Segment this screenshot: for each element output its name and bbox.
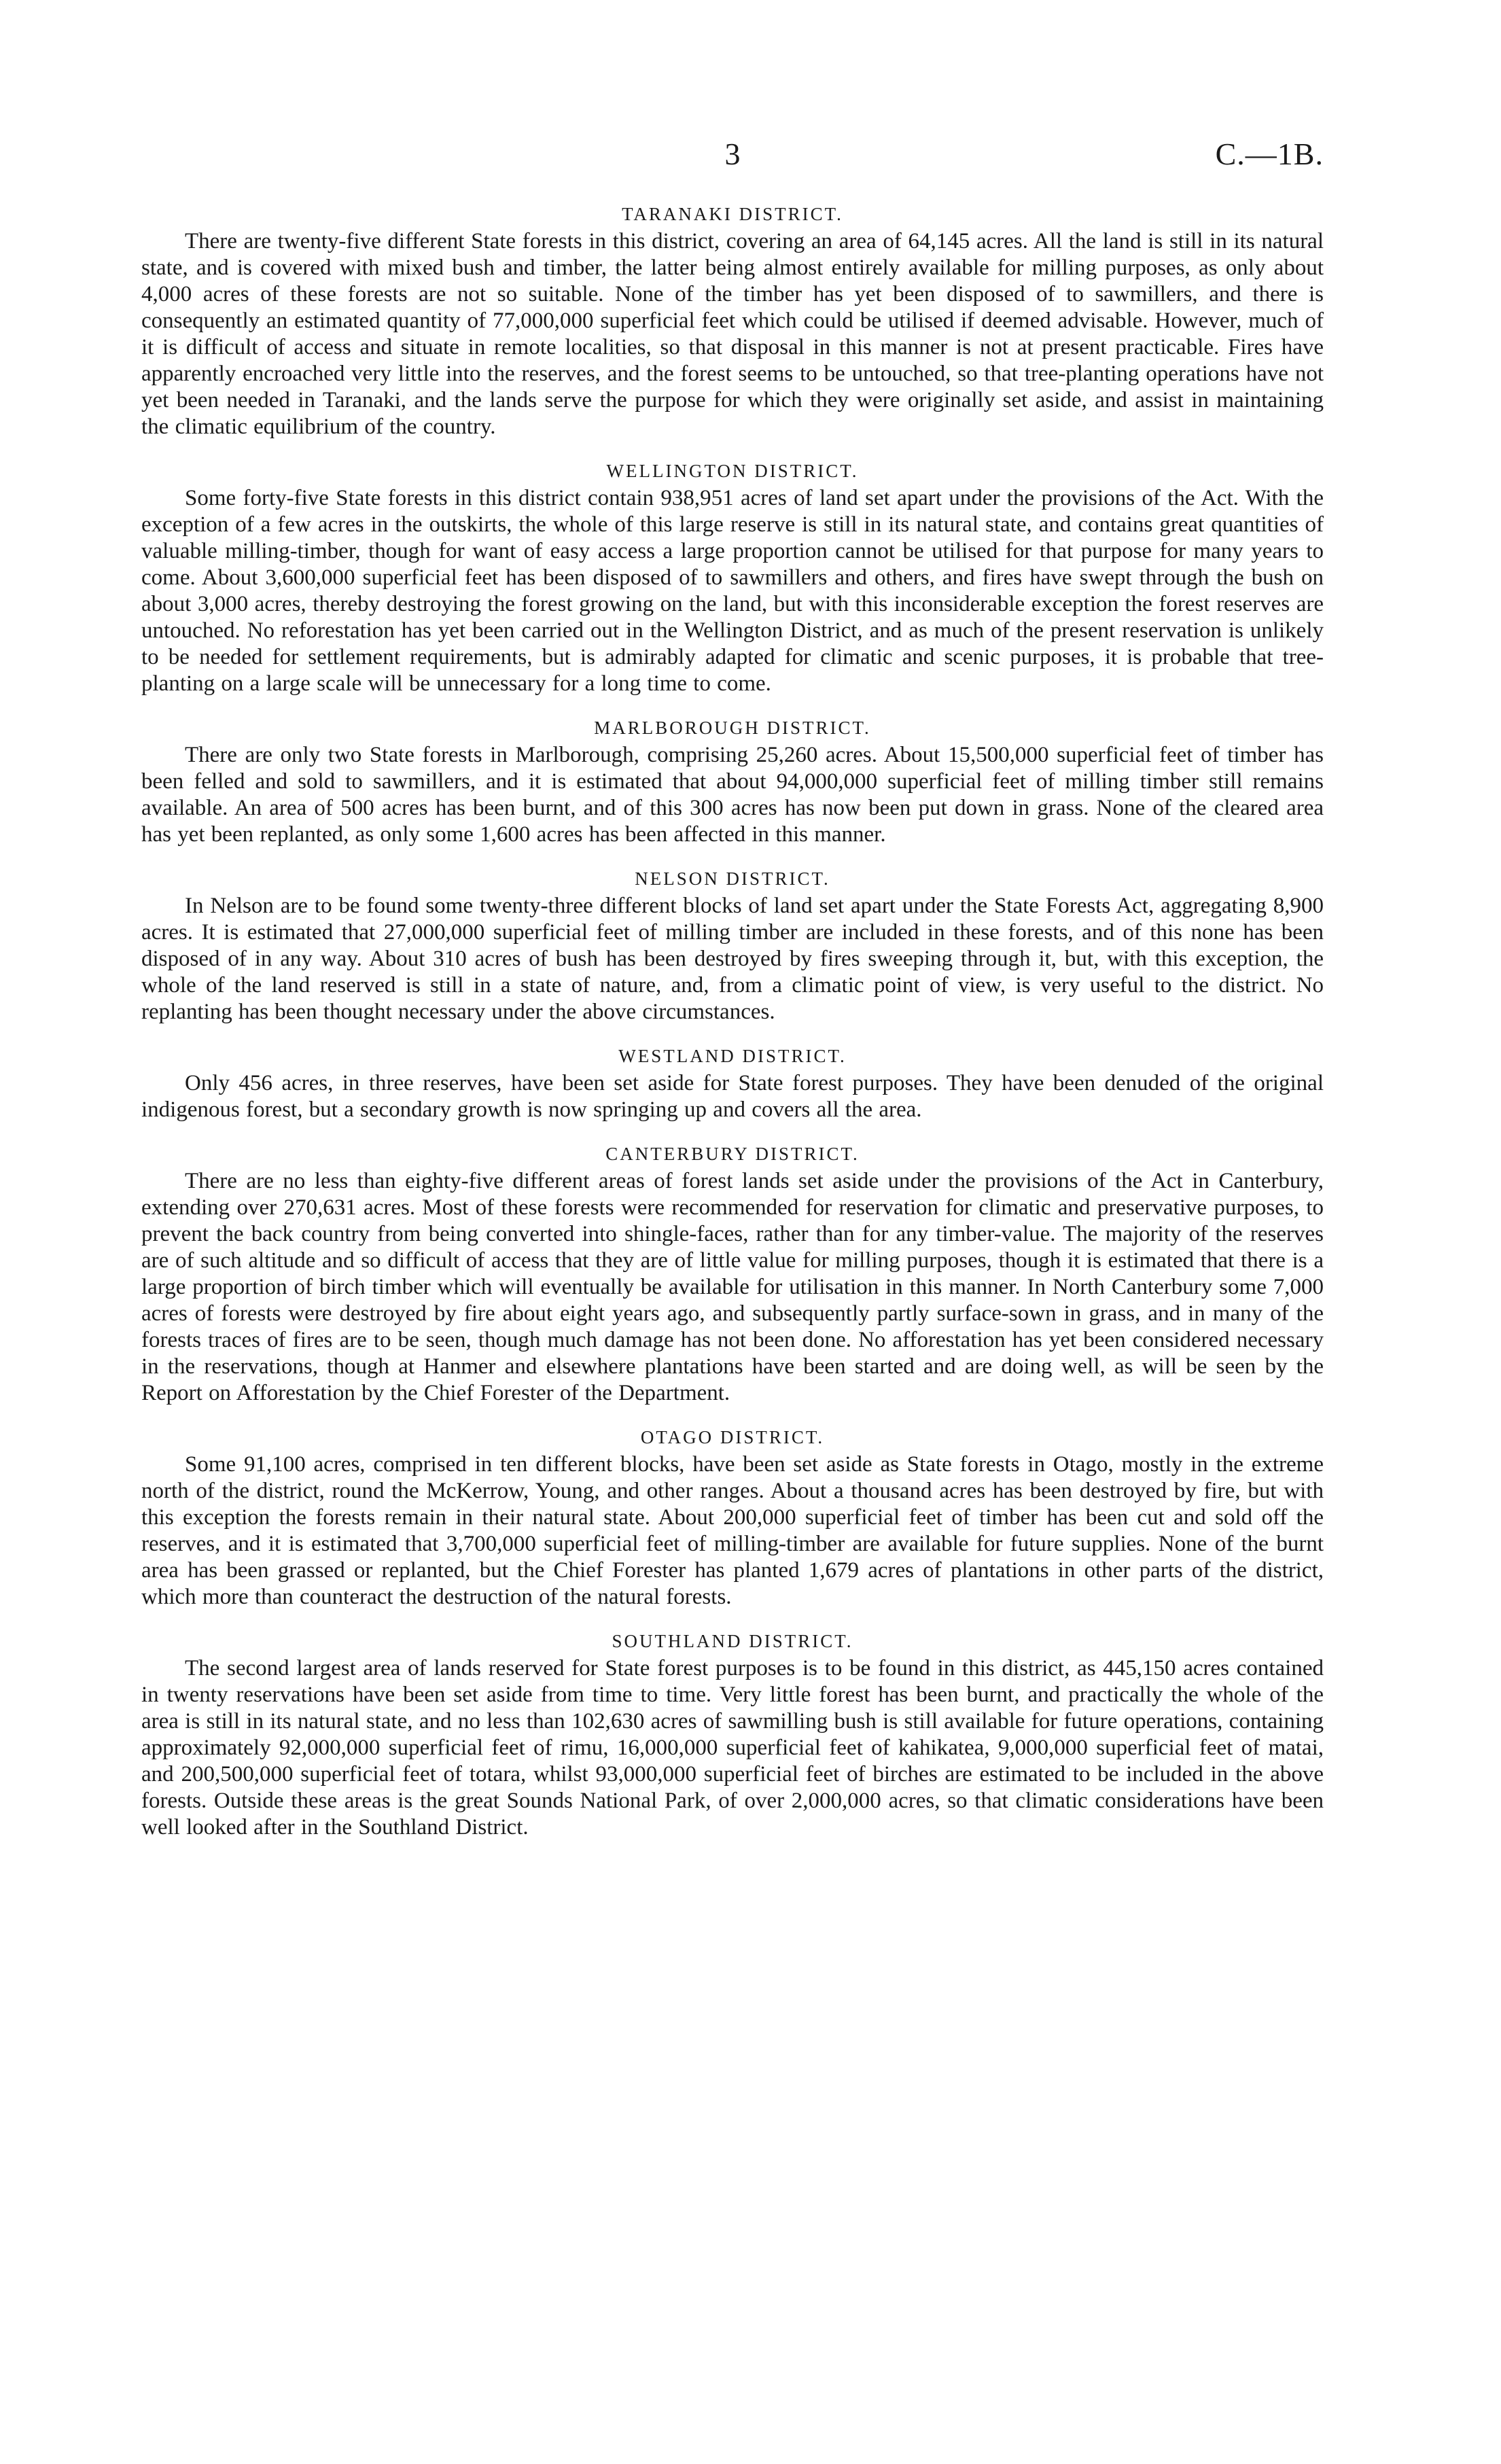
section-otago bbox=[141, 1426, 1324, 1611]
section-heading: MARLBOROUGH DISTRICT. bbox=[594, 718, 871, 738]
section-paragraph: There are twenty-five different State forests in this district, covering an area of 64,145 acres. All the land is still in its natural state, and is covered with mixed bush and timber, the latter being almost entirely available for milling purposes, as only about 4,000 acres of these forests are not so suitable. None of the timber has yet been disposed of to sawmillers, and there is consequently an estimated quantity of 77,000,000 superficial feet which could be utilised if deemed advisable. However, much of it is difficult of access and situate in remote localities, so that disposal in this manner is not at present practicable. Fires have apparently encroached very little into the reserves, and the forest seems to be untouched, so that tree-planting operations have not yet been needed in Taranaki, and the lands serve the purpose for which they were originally set aside, and assist in maintaining the climatic equilibrium of the country. bbox=[141, 229, 1324, 439]
section-westland bbox=[141, 1044, 1324, 1123]
section-canterbury bbox=[141, 1142, 1324, 1407]
section-paragraph: Some forty-five State forests in this district contain 938,951 acres of land set apart under the provisions of the Act. With the exception of a few acres in the outskirts, the whole of this large reserve is still in its natural state, and contains great quantities of valuable milling-timber, though for want of easy access a large proportion cannot be utilised for that purpose for many years to come. About 3,600,000 superficial feet has been disposed of to sawmillers and others, and fires have swept through the bush on about 3,000 acres, thereby destroying the forest growing on the land, but with this inconsiderable exception the forest reserves are untouched. No reforestation has yet been carried out in the Wellington District, and as much of the present reservation is unlikely to be needed for settlement requirements, but is admirably adapted for climatic and scenic purposes, it is probable that tree-planting on a large scale will be unnecessary for a long time to come. bbox=[141, 486, 1324, 696]
document-reference: C.—1B. bbox=[1215, 137, 1324, 171]
section-nelson bbox=[141, 867, 1324, 1025]
section-heading: WESTLAND DISTRICT. bbox=[618, 1046, 847, 1066]
section-heading: WELLINGTON DISTRICT. bbox=[606, 461, 859, 481]
section-taranaki bbox=[141, 203, 1324, 440]
section-paragraph: In Nelson are to be found some twenty-three different blocks of land set apart under the State Forests Act, aggregating 8,900 acres. It is estimated that 27,000,000 superficial feet of milling timber are included in these forests, and of this none has been disposed of in any way. About 310 acres of bush has been destroyed by fires sweeping through it, but, with this exception, the whole of the land reserved is still in a state of nature, and, from a climatic point of view, is very useful to the district. No replanting has been thought necessary under the above circumstances. bbox=[141, 894, 1324, 1024]
page-number: 3 bbox=[724, 137, 741, 171]
section-wellington bbox=[141, 459, 1324, 697]
section-heading: SOUTHLAND DISTRICT. bbox=[612, 1631, 853, 1651]
section-paragraph: The second largest area of lands reserved for State forest purposes is to be found in this district, as 445,150 acres contained in twenty reservations have been set aside from time to time. Very little forest has been burnt, and practically the whole of the area is still in its natural state, and no less than 102,630 acres of sawmilling bush is still available for future operations, containing approximately 92,000,000 superficial feet of rimu, 16,000,000 superficial feet of kahikatea, 9,000,000 superficial feet of matai, and 200,500,000 superficial feet of totara, whilst 93,000,000 superficial feet of birches are estimated to be included in the above forests. Outside these areas is the great Sounds National Park, of over 2,000,000 acres, so that climatic considerations have been well looked after in the Southland District. bbox=[141, 1656, 1324, 1840]
section-heading: NELSON DISTRICT. bbox=[635, 868, 830, 889]
section-paragraph: There are no less than eighty-five different areas of forest lands set aside under the provisions of the Act in Canterbury, extending over 270,631 acres. Most of these forests were recommended for reservation for climatic and preservative purposes, to prevent the back country from being converted into shingle-faces, rather than for any timber-value. The majority of the reserves are of such altitude and so difficult of access that they are of little value for milling purposes, though it is estimated that there is a large proportion of birch timber which will eventually be available for utilisation in this manner. In North Canterbury some 7,000 acres of forests were destroyed by fire about eight years ago, and subsequently partly surface-sown in grass, and in many of the forests traces of fires are to be seen, though much damage has not been done. No afforestation has yet been considered necessary in the reservations, though at Hanmer and elsewhere plantations have been started and are doing well, as will be seen by the Report on Afforestation by the Chief Forester of the Department. bbox=[141, 1169, 1324, 1405]
section-paragraph: Some 91,100 acres, comprised in ten different blocks, have been set aside as State forests in Otago, mostly in the extreme north of the district, round the McKerrow, Young, and other ranges. About a thousand acres has been destroyed by fire, but with this exception the forests remain in their natural state. About 200,000 superficial feet of timber has been cut and sold off the reserves, and it is estimated that 3,700,000 superficial feet of milling-timber are available for future supplies. None of the burnt area has been grassed or replanted, but the Chief Forester has planted 1,679 acres of plantations in other parts of the district, which more than counteract the destruction of the natural forests. bbox=[141, 1452, 1324, 1609]
section-heading: CANTERBURY DISTRICT. bbox=[605, 1144, 860, 1164]
page-header bbox=[141, 136, 1324, 183]
document-page bbox=[141, 136, 1324, 1841]
section-southland bbox=[141, 1630, 1324, 1841]
section-paragraph: There are only two State forests in Marlborough, comprising 25,260 acres. About 15,500,000 superficial feet of timber has been felled and sold to sawmillers, and it is estimated that about 94,000,000 superficial feet of milling timber still remains available. An area of 500 acres has been burnt, and of this 300 acres has now been put down in grass. None of the cleared area has yet been replanted, as only some 1,600 acres has been affected in this manner. bbox=[141, 743, 1324, 847]
section-paragraph: Only 456 acres, in three reserves, have been set aside for State forest purposes. They have been denuded of the original indigenous forest, but a secondary growth is now springing up and covers all the area. bbox=[141, 1071, 1324, 1122]
section-heading: OTAGO DISTRICT. bbox=[640, 1427, 825, 1447]
section-marlborough bbox=[141, 716, 1324, 848]
section-heading: TARANAKI DISTRICT. bbox=[622, 204, 843, 224]
